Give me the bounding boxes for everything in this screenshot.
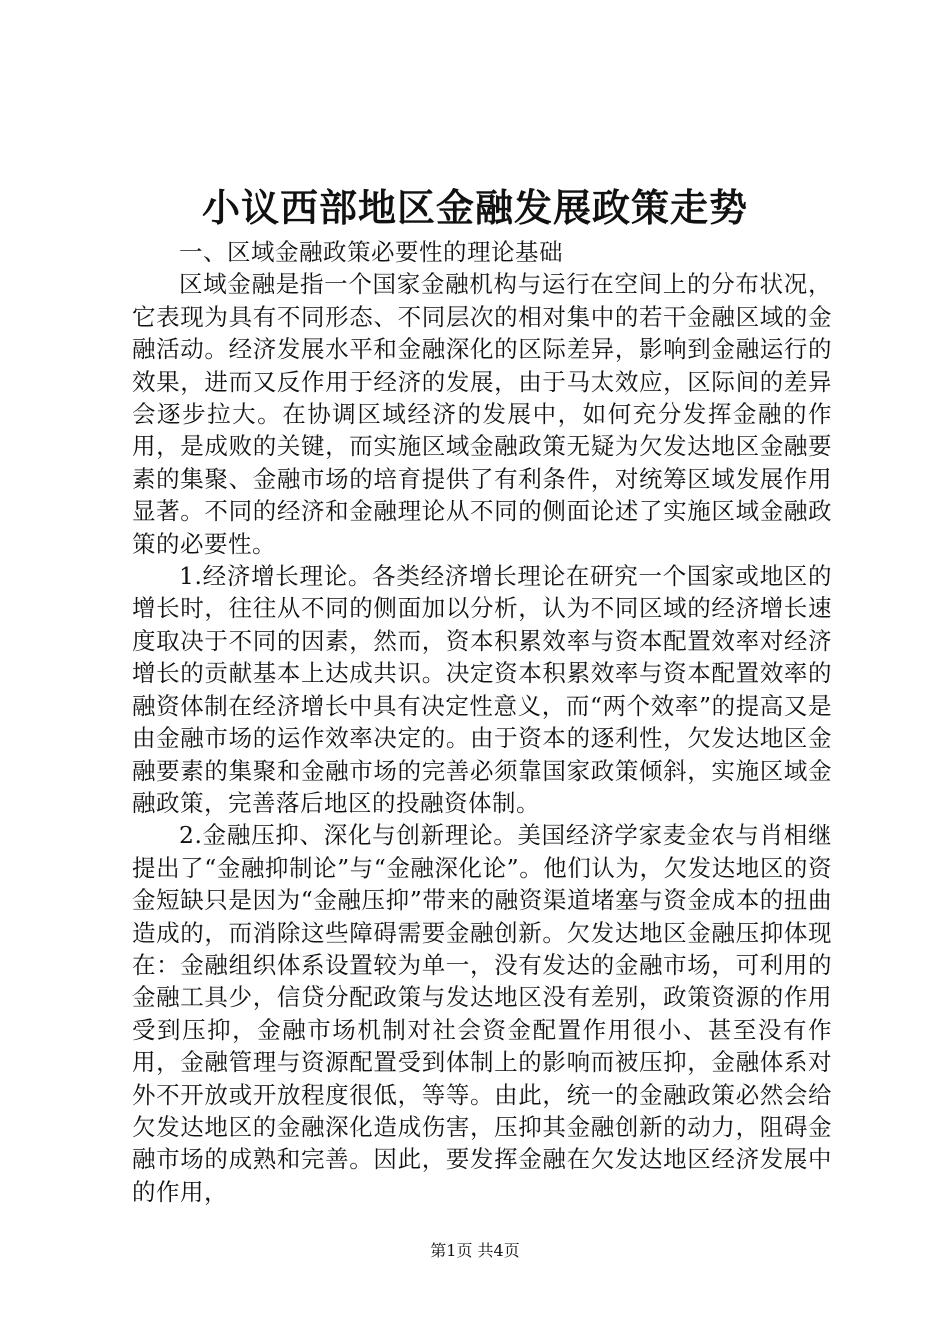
page-number-footer: 第1页 共4页 <box>430 1241 520 1260</box>
section-heading: 一、区域金融政策必要性的理论基础 <box>179 238 563 266</box>
paragraph: 1.经济增长理论。各类经济增长理论在研究一个国家或地区的增长时，往往从不同的侧面加以分析，认为不同区域的经济增长速度取决于不同的因素，然而，资本积累效率与资本配置效率对经济增长的贡献基本上达成共识。决定资本积累效率与资本配置效率的融资体制在经济增长中具有决定性意义，而“两个效率”的提高又是由金融市场的运作效率决定的。由于资本的逐利性，欠发达地区金融要素的集聚和金融市场的完善必须靠国家政策倾斜，实施区域金融政策，完善落后地区的投融资体制。 <box>132 562 832 817</box>
paragraph: 2.金融压抑、深化与创新理论。美国经济学家麦金农与肖相继提出了“金融抑制论”与“金融深化论”。他们认为，欠发达地区的资金短缺只是因为“金融压抑”带来的融资渠道堵塞与资金成本的扭曲造成的，而消除这些障碍需要金融创新。欠发达地区金融压抑体现在：金融组织体系设置较为单一，没有发达的金融市场，可利用的金融工具少，信贷分配政策与发达地区没有差别，政策资源的作用受到压抑，金融市场机制对社会资金配置作用很小、甚至没有作用，金融管理与资源配置受到体制上的影响而被压抑，金融体系对外不开放或开放程度很低，等等。由此，统一的金融政策必然会给欠发达地区的金融深化造成伤害，压抑其金融创新的动力，阻碍金融市场的成熟和完善。因此，要发挥金融在欠发达地区经济发展中的作用， <box>132 821 832 1206</box>
paragraph: 区域金融是指一个国家金融机构与运行在空间上的分布状况，它表现为具有不同形态、不同层次的相对集中的若干金融区域的金融活动。经济发展水平和金融深化的区际差异，影响到金融运行的效果，进而又反作用于经济的发展，由于马太效应，区际间的差异会逐步拉大。在协调区域经济的发展中，如何充分发挥金融的作用，是成败的关键，而实施区域金融政策无疑为欠发达地区金融要素的集聚、金融市场的培育提供了有利条件，对统筹区域发展作用显著。不同的经济和金融理论从不同的侧面论述了实施区域金融政策的必要性。 <box>132 270 832 558</box>
document-title: 小议西部地区金融发展政策走势 <box>201 185 748 230</box>
document-body <box>132 236 832 1208</box>
